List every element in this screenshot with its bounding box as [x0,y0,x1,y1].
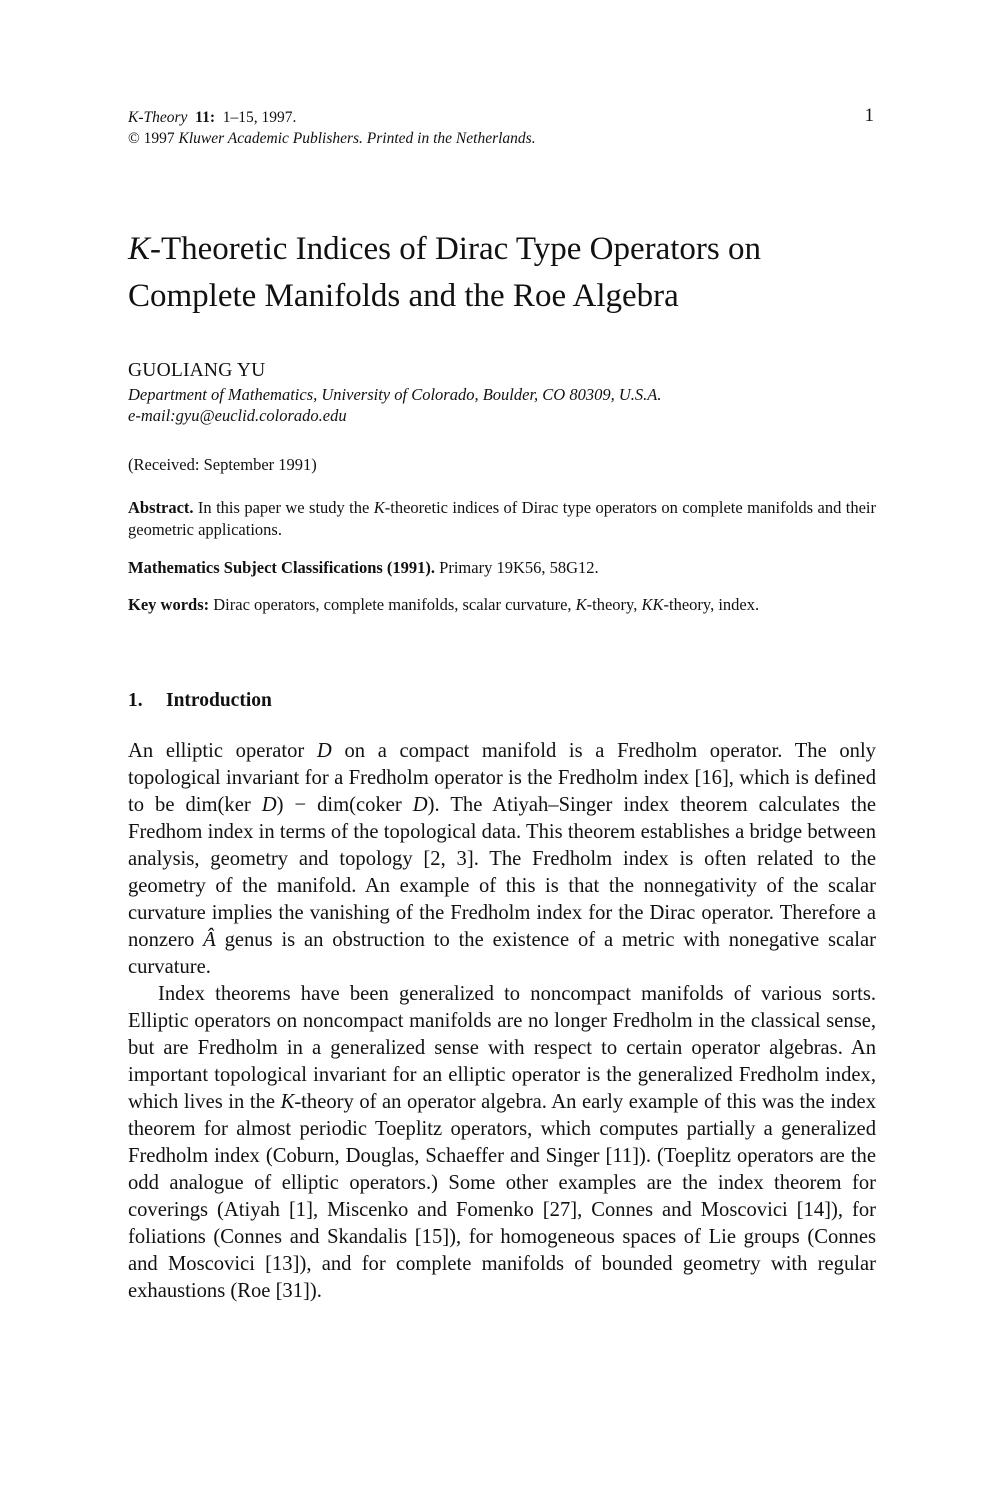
abstract-symbol: K [373,498,385,517]
title-line2: Complete Manifolds and the Roe Algebra [128,278,679,314]
subject-classification [128,557,876,579]
p1-text-b: on a compact manifold is a Fredholm operator. The only topological invariant for a Fredholm operator is the Fredholm index [16], which is defined to be dim(ker [128,740,876,816]
page-number: 1 [864,105,874,126]
msc-text: Primary 19K56, 58G12. [435,558,599,577]
section-title: Introduction [166,690,272,711]
p1-symbol-d: D [316,740,332,762]
keywords-symbol-kk: KK [641,595,664,614]
copyright-year: 1997 [143,130,175,147]
body-text [128,738,876,1305]
msc-label: Mathematics Subject Classifications (1991). [128,558,436,577]
received-date: (Received: September 1991) [128,455,317,474]
paragraph-2 [128,981,876,1305]
publisher: Kluwer Academic Publishers. Printed in the Netherlands. [178,130,536,147]
abstract-text-cont: -theoretic indices of Dirac type operators on complete manifolds and their geometric applications. [128,498,876,539]
abstract [128,497,876,540]
keywords [128,594,876,616]
volume: 11: [195,109,215,126]
copyright-line [128,128,876,149]
section-heading [128,690,272,712]
paper-title [128,226,876,320]
title-symbol: K [128,231,151,267]
keywords-text-b: -theory, [586,595,642,614]
abstract-label: Abstract. [128,498,194,517]
keywords-text-c: -theory, index. [663,595,760,614]
p1-text-c: ) − dim(coker [276,794,413,816]
title-line1: -Theoretic Indices of Dirac Type Operators on [150,231,762,267]
section-number: 1. [128,690,143,711]
author-affiliation-block [128,384,661,426]
copyright-icon: © [128,130,140,147]
citation-line [128,107,876,128]
email: e-mail:gyu@euclid.colorado.edu [128,406,347,425]
p1-symbol-d3: D [412,794,428,816]
p1-text-a: An elliptic operator [128,740,317,762]
pages: 1–15, 1997. [222,109,297,126]
p2-symbol-k: K [280,1091,295,1113]
journal-name: K-Theory [128,109,188,126]
p1-text-e: ). The Atiyah–Singer index theorem calculates the Fredhom index in terms of the topological data. This theorem establishes a bridge between analysis, geometry and topology [2, 3]. The Fredholm index is often related to the geometry of the manifold. An example of this is that the nonnegativity of the scalar curvature implies the vanishing of the Fredholm index for the Dirac operator. Therefore a nonzero [128,794,877,951]
keywords-label: Key words: [128,595,210,614]
p2-text-a: Index theorems have been generalized to noncompact manifolds of various sorts. Elliptic operators on noncompact manifolds are no longer Fredholm in the classical sense, but are Fredholm in a generalized sense with respect to certain operator algebras. An important topological invariant for an elliptic operator is the generalized Fredholm index, which lives in the [128,983,876,1113]
keywords-symbol-k: K [575,595,587,614]
paragraph-1 [128,738,876,981]
abstract-text: In this paper we study the [193,498,374,517]
p1-symbol-ahat: Â [203,929,216,951]
p2-text-b: -theory of an operator algebra. An early example of this was the index theorem for almost periodic Toeplitz operators, which computes partially a generalized Fredholm index (Coburn, Douglas, Schaeffer and Singer [11]). (Toeplitz operators are the odd analogue of elliptic operators.) Some other examples are the index theorem for coverings (Atiyah [1], Miscenko and Fomenko [27], Connes and Moscovici [14]), for foliations (Connes and Skandalis [15]), for homogeneous spaces of Lie groups (Connes and Moscovici [13]), and for complete manifolds of bounded geometry with regular exhaustions (Roe [31]). [128,1091,876,1302]
affiliation: Department of Mathematics, University of Colorado, Boulder, CO 80309, U.S.A. [128,385,662,404]
p1-text-f: genus is an obstruction to the existence of a metric with nonegative scalar curvature. [128,929,876,978]
p1-symbol-d2: D [261,794,277,816]
journal-header [128,107,876,149]
author-name: GUOLIANG YU [128,360,266,381]
keywords-text: Dirac operators, complete manifolds, scalar curvature, [209,595,576,614]
